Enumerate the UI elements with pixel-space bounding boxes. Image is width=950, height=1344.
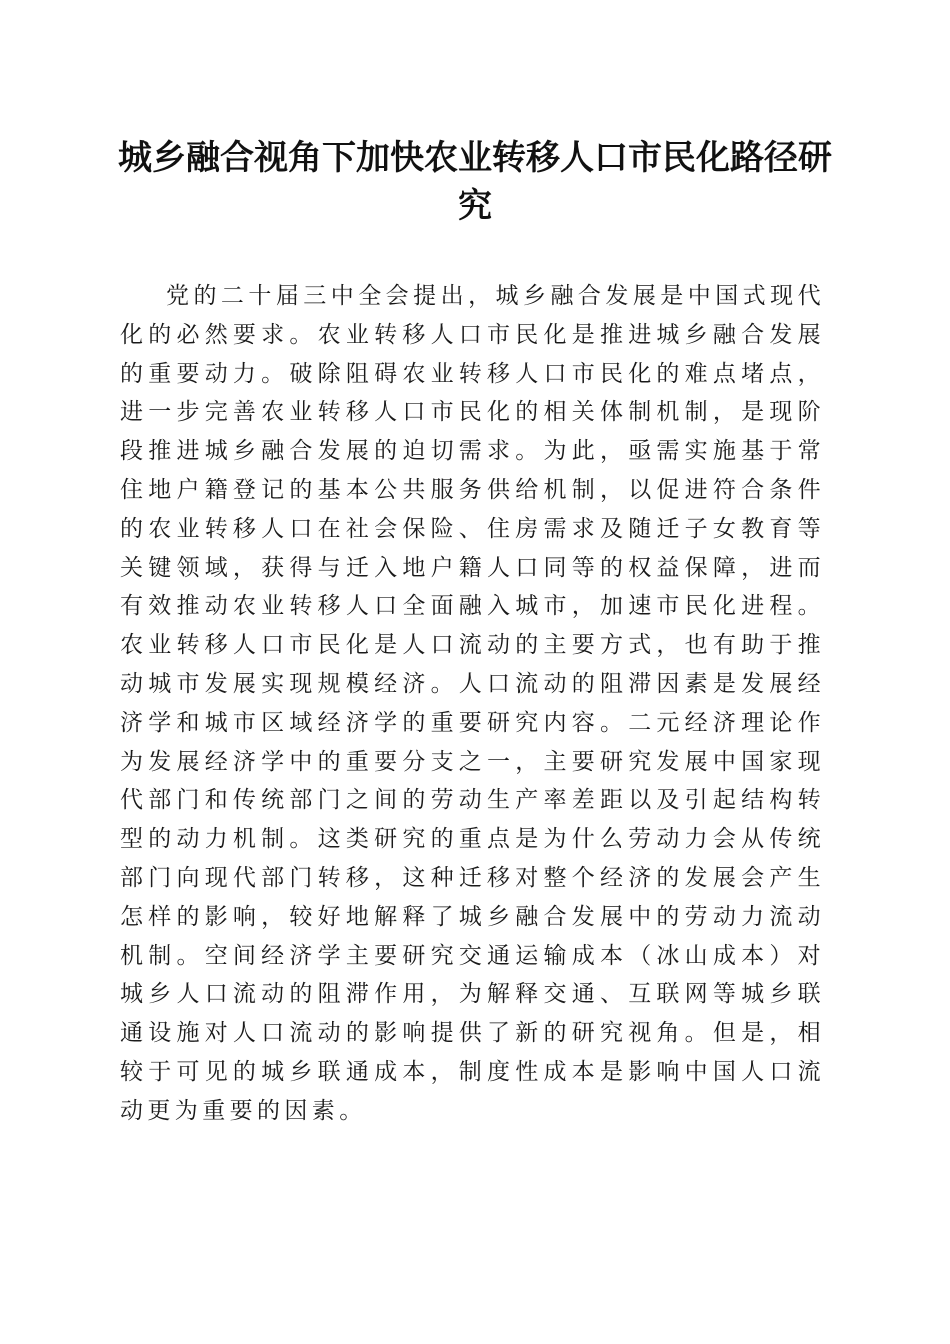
body-paragraph: 党的二十届三中全会提出，城乡融合发展是中国式现代化的必然要求。农业转移人口市民化是推进城乡融合发展的重要动力。破除阻碍农业转移人口市民化的难点堵点，进一步完善农业转移人口市民化的相关体制机制，是现阶段推进城乡融合发展的迫切需求。为此，亟需实施基于常住地户籍登记的基本公共服务供给机制，以促进符合条件的农业转移人口在社会保险、住房需求及随迁子女教育等关键领域，获得与迁入地户籍人口同等的权益保障，进而有效推动农业转移人口全面融入城市，加速市民化进程。农业转移人口市民化是人口流动的主要方式，也有助于推动城市发展实现规模经济。人口流动的阻滞因素是发展经济学和城市区域经济学的重要研究内容。二元经济理论作为发展经济学中的重要分支之一，主要研究发展中国家现代部门和传统部门之间的劳动生产率差距以及引起结构转型的动力机制。这类研究的重点是为什么劳动力会从传统部门向现代部门转移，这种迁移对整个经济的发展会产生怎样的影响，较好地解释了城乡融合发展中的劳动力流动机制。空间经济学主要研究交通运输成本（冰山成本）对城乡人口流动的阻滞作用，为解释交通、互联网等城乡联通设施对人口流动的影响提供了新的研究视角。但是，相较于可见的城乡联通成本，制度性成本是影响中国人口流动更为重要的因素。 bbox=[120, 283, 825, 1124]
document-title: 城乡融合视角下加快农业转移人口市民化路径研究 bbox=[118, 138, 832, 226]
